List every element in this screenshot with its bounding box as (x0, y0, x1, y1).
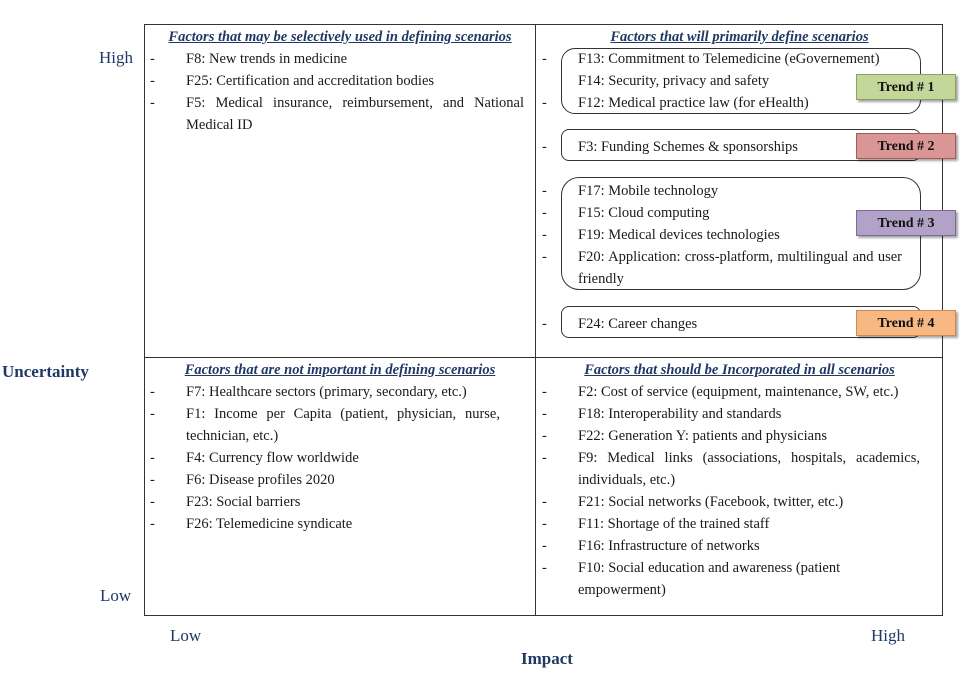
list-item: - F20: Application: cross-platform, multilingual and user friendly (542, 246, 902, 290)
y-axis-title: Uncertainty (2, 362, 89, 381)
y-axis-low-label: Low (100, 586, 132, 605)
quadrant-bottom-left-list (150, 381, 500, 535)
list-item: - F26: Telemedicine syndicate (150, 513, 500, 535)
list-item: - F13: Commitment to Telemedicine (eGovernement) (542, 48, 922, 70)
list-item: - F21: Social networks (Facebook, twitter, etc.) (542, 491, 936, 513)
quadrant-top-left-list (150, 48, 524, 136)
x-axis-title: Impact (521, 649, 573, 668)
list-item: - F2: Cost of service (equipment, maintenance, SW, etc.) (542, 381, 936, 403)
quadrant-bottom-right-title: Factors that should be Incorporated in all scenarios (584, 362, 895, 378)
vertical-divider (535, 24, 536, 616)
quadrant-bottom-left-title: Factors that are not important in defining scenarios (184, 362, 496, 378)
list-item: - F1: Income per Capita (patient, physician, nurse, technician, etc.) (150, 403, 500, 447)
quadrant-top-left-title: Factors that may be selectively used in defining scenarios (168, 29, 512, 45)
list-item: - F16: Infrastructure of networks (542, 535, 936, 557)
list-item: - F5: Medical insurance, reimbursement, and National Medical ID (150, 92, 524, 136)
list-item: - F4: Currency flow worldwide (150, 447, 500, 469)
list-item: - F24: Career changes (542, 313, 922, 335)
trend-3-list (542, 180, 902, 290)
quadrant-top-right-title: Factors that will primarily define scenarios (610, 29, 869, 45)
list-item: - F12: Medical practice law (for eHealth) (542, 92, 922, 114)
list-item: - F23: Social barriers (150, 491, 500, 513)
list-item: - F8: New trends in medicine (150, 48, 524, 70)
list-item: - F25: Certification and accreditation bodies (150, 70, 524, 92)
list-item: - F9: Medical links (associations, hospitals, academics, individuals, etc.) (542, 447, 936, 491)
y-axis-high-label: High (99, 48, 133, 67)
list-item: - F17: Mobile technology (542, 180, 902, 202)
list-item: - F11: Shortage of the trained staff (542, 513, 936, 535)
quadrant-bottom-right-list (542, 381, 936, 601)
trend-2-badge: Trend # 2 (856, 133, 956, 159)
list-item: - F22: Generation Y: patients and physicians (542, 425, 936, 447)
trend-4-badge: Trend # 4 (856, 310, 956, 336)
x-axis-high-label: High (871, 626, 905, 645)
horizontal-divider (144, 357, 943, 358)
x-axis-low-label: Low (170, 626, 202, 645)
list-item: - F10: Social education and awareness (patient empowerment) (542, 557, 936, 601)
list-item: - F15: Cloud computing (542, 202, 902, 224)
list-item: - F3: Funding Schemes & sponsorships (542, 136, 922, 158)
list-item: - F18: Interoperability and standards (542, 403, 936, 425)
list-item: - F19: Medical devices technologies (542, 224, 902, 246)
trend-3-badge: Trend # 3 (856, 210, 956, 236)
list-item: F14: Security, privacy and safety (578, 73, 770, 89)
trend-1-badge: Trend # 1 (856, 74, 956, 100)
list-item: - F7: Healthcare sectors (primary, secondary, etc.) (150, 381, 500, 403)
list-item: - F6: Disease profiles 2020 (150, 469, 500, 491)
